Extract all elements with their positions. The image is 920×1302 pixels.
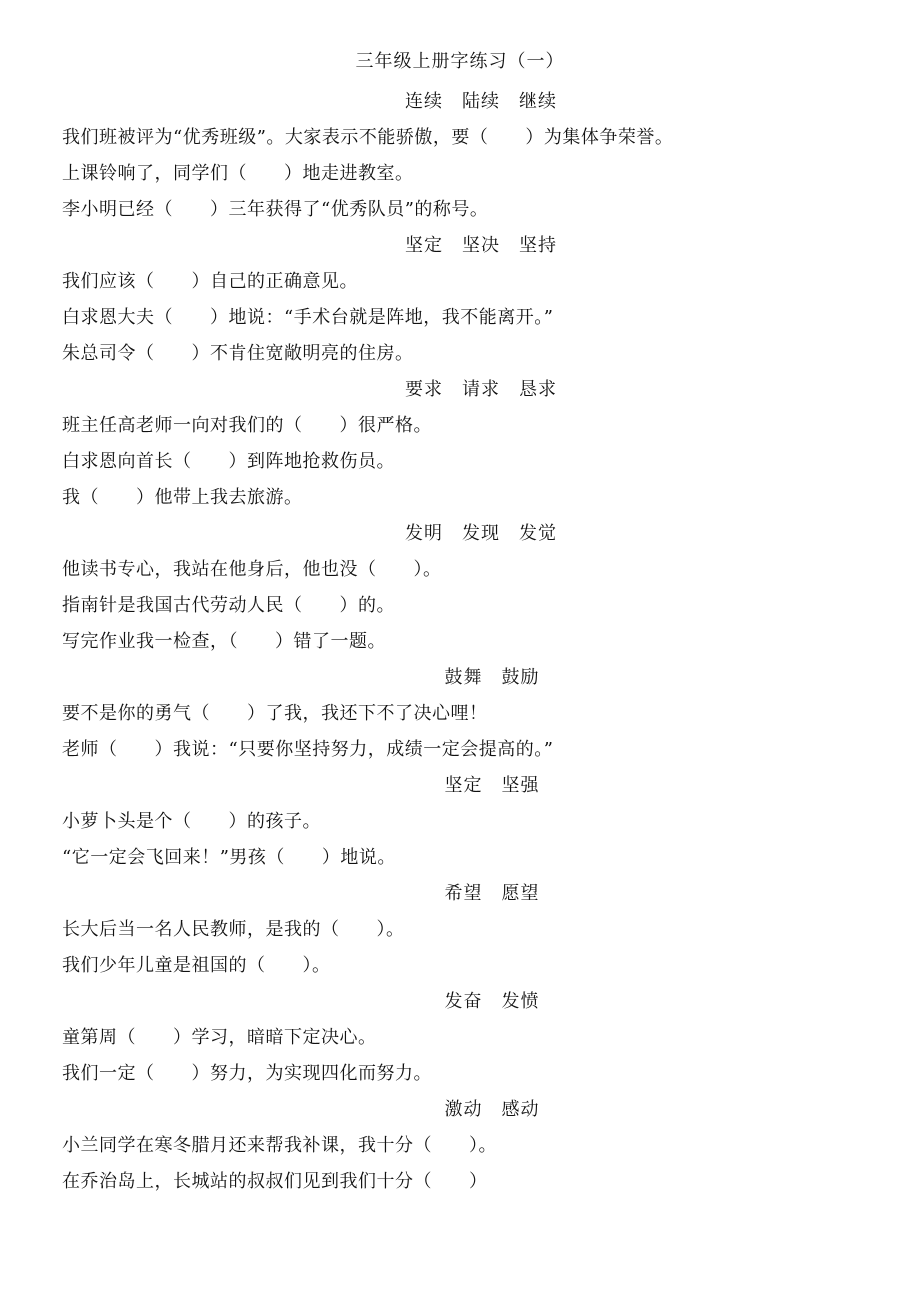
word-group bbox=[62, 84, 892, 228]
word-group bbox=[62, 660, 892, 768]
fill-in-sentence: 小兰同学在寒冬腊月还来帮我补课，我十分（ ）。 bbox=[62, 1135, 497, 1156]
word-group bbox=[62, 1092, 892, 1200]
fill-in-sentence: 班主任高老师一向对我们的（ ）很严格。 bbox=[62, 415, 432, 436]
exercise-list bbox=[62, 84, 892, 1200]
word-group bbox=[62, 876, 892, 984]
fill-in-sentence: 写完作业我一检查，（ ）错了一题。 bbox=[62, 631, 386, 652]
word-group bbox=[62, 984, 892, 1092]
fill-in-sentence: 我（ ）他带上我去旅游。 bbox=[62, 487, 303, 508]
word-group bbox=[62, 228, 892, 372]
fill-in-sentence: 指南针是我国古代劳动人民（ ）的。 bbox=[62, 595, 395, 616]
word-choices: 发明 发现 发觉 bbox=[405, 523, 557, 544]
fill-in-sentence: 要不是你的勇气（ ）了我，我还下不了决心哩！ bbox=[62, 703, 488, 724]
word-choices: 希望 愿望 bbox=[444, 883, 540, 904]
word-choices: 发奋 发愤 bbox=[444, 991, 540, 1012]
fill-in-sentence: 小萝卜头是个（ ）的孩子。 bbox=[62, 811, 321, 832]
fill-in-sentence: 我们少年儿童是祖国的（ ）。 bbox=[62, 955, 331, 976]
word-choices: 鼓舞 鼓励 bbox=[444, 667, 540, 688]
fill-in-sentence: 长大后当一名人民教师，是我的（ ）。 bbox=[62, 919, 405, 940]
fill-in-sentence: 上课铃响了，同学们（ ）地走进教室。 bbox=[62, 163, 414, 184]
word-choices: 坚定 坚强 bbox=[444, 775, 540, 796]
word-choices: 激动 感动 bbox=[444, 1099, 540, 1120]
fill-in-sentence: 老师（ ）我说：“只要你坚持努力，成绩一定会提高的。” bbox=[62, 739, 554, 760]
fill-in-sentence: 我们一定（ ）努力，为实现四化而努力。 bbox=[62, 1063, 432, 1084]
fill-in-sentence: 白求恩向首长（ ）到阵地抢救伤员。 bbox=[62, 451, 395, 472]
word-group bbox=[62, 768, 892, 876]
fill-in-sentence: 我们班被评为“优秀班级”。大家表示不能骄傲，要（ ）为集体争荣誉。 bbox=[62, 127, 674, 148]
word-group bbox=[62, 516, 892, 660]
word-choices: 坚定 坚决 坚持 bbox=[405, 235, 557, 256]
fill-in-sentence: 他读书专心，我站在他身后，他也没（ ）。 bbox=[62, 559, 442, 580]
word-choices: 要求 请求 恳求 bbox=[405, 379, 557, 400]
fill-in-sentence: 朱总司令（ ）不肯住宽敞明亮的住房。 bbox=[62, 343, 414, 364]
word-choices: 连续 陆续 继续 bbox=[405, 91, 557, 112]
page-title: 三年级上册字练习（一） bbox=[355, 51, 565, 72]
word-group bbox=[62, 372, 892, 516]
fill-in-sentence: “它一定会飞回来！”男孩（ ）地说。 bbox=[62, 847, 396, 868]
fill-in-sentence: 在乔治岛上，长城站的叔叔们见到我们十分（ ） bbox=[62, 1171, 488, 1192]
fill-in-sentence: 李小明已经（ ）三年获得了“优秀队员”的称号。 bbox=[62, 199, 489, 220]
fill-in-sentence: 白求恩大夫（ ）地说：“手术台就是阵地，我不能离开。” bbox=[62, 307, 554, 328]
fill-in-sentence: 童第周（ ）学习，暗暗下定决心。 bbox=[62, 1027, 377, 1048]
fill-in-sentence: 我们应该（ ）自己的正确意见。 bbox=[62, 271, 358, 292]
